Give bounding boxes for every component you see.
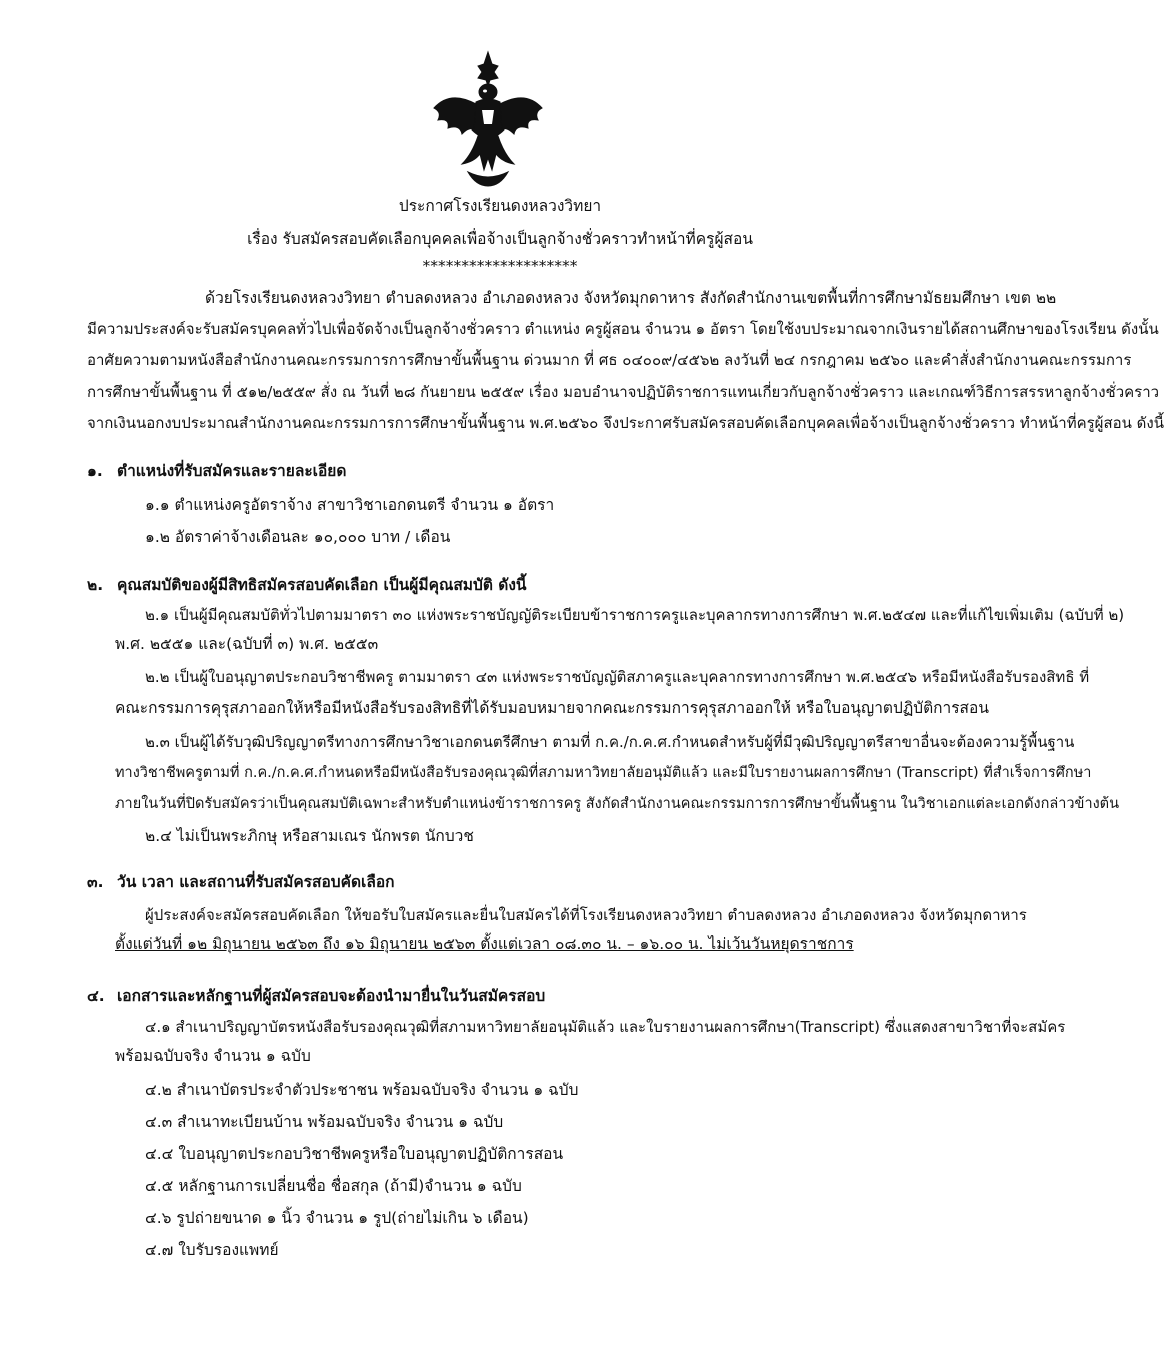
section-3-number: ๓.	[87, 873, 104, 891]
intro-line-3: อาศัยความตามหนังสือสำนักงานคณะกรรมการการศึกษาขั้นพื้นฐาน ด่วนมาก ที่ ศธ ๐๔๐๐๙/๔๕๖๒ ลงวันที่ ๒๔ กรกฎาคม ๒๕๖๐ และคำสั่งสำนักงานคณะกรรมการ	[87, 351, 1132, 369]
section-1-title: ตำแหน่งที่รับสมัครและรายละเอียด	[117, 462, 347, 480]
section-4-heading	[87, 985, 545, 1007]
section-2-heading	[87, 574, 527, 596]
section-3-date-range: ตั้งแต่วันที่ ๑๒ มิถุนายน ๒๕๖๓ ถึง ๑๖ มิถุนายน ๒๕๖๓ ตั้งแต่เวลา ๐๘.๓๐ น. – ๑๖.๐๐ น. ไม่เว้นวันหยุดราชการ	[115, 935, 854, 953]
section-2-line-2: พ.ศ. ๒๕๕๑ และ(ฉบับที่ ๓) พ.ศ. ๒๕๕๓	[115, 635, 379, 653]
section-2-line-4: คณะกรรมการคุรุสภาออกให้หรือมีหนังสือรับรองสิทธิที่ได้รับมอบหมายจากคณะกรรมการคุรุสภาออกให้ หรือใบอนุญาตปฏิบัติการสอน	[115, 699, 989, 717]
section-2-title: คุณสมบัติของผู้มีสิทธิสมัครสอบคัดเลือก เป็นผู้มีคุณสมบัติ ดังนี้	[117, 576, 527, 594]
intro-line-2: มีความประสงค์จะรับสมัครบุคคลทั่วไปเพื่อจัดจ้างเป็นลูกจ้างชั่วคราว ตำแหน่ง ครูผู้สอน จำนวน ๑ อัตรา โดยใช้งบประมาณจากเงินรายได้สถานศึกษาของโรงเรียน ดังนั้น	[87, 320, 1159, 338]
intro-line-4: การศึกษาขั้นพื้นฐาน ที่ ๕๑๒/๒๕๕๙ สั่ง ณ วันที่ ๒๘ กันยายน ๒๕๕๙ เรื่อง มอบอำนาจปฏิบัติราชการแทนเกี่ยวกับลูกจ้างชั่วคราว และเกณฑ์วิธีการสรรหาลูกจ้างชั่วคราว	[87, 383, 1160, 401]
section-4-line-4: ๔.๓ สำเนาทะเบียนบ้าน พร้อมฉบับจริง จำนวน ๑ ฉบับ	[145, 1113, 504, 1131]
section-3-title: วัน เวลา และสถานที่รับสมัครสอบคัดเลือก	[117, 873, 395, 891]
section-2-line-3: ๒.๒ เป็นผู้ใบอนุญาตประกอบวิชาชีพครู ตามมาตรา ๔๓ แห่งพระราชบัญญัติสภาครูและบุคลากรทางการศึกษา พ.ศ.๒๕๔๖ หรือมีหนังสือรับรองสิทธิ ที่	[145, 668, 1090, 686]
stars-divider: ********************	[422, 257, 578, 275]
announcement-org-line: ประกาศโรงเรียนดงหลวงวิทยา	[398, 197, 602, 215]
section-2-line-6: ทางวิชาชีพครูตามที่ ก.ค./ก.ค.ศ.กำหนดหรือมีหนังสือรับรองคุณวุฒิที่สภามหาวิทยาลัยอนุมัติแล้ว และมีใบรายงานผลการศึกษา (Transcript) ที่สำเร็จการศึกษา	[115, 765, 1092, 781]
section-4-line-1: ๔.๑ สำเนาปริญญาบัตรหนังสือรับรองคุณวุฒิที่สภามหาวิทยาลัยอนุมัติแล้ว และใบรายงานผลการศึกษา(Transcript) ซึ่งแสดงสาขาวิชาที่จะสมัคร	[145, 1018, 1066, 1036]
section-4-title: เอกสารและหลักฐานที่ผู้สมัครสอบจะต้องนำมายื่นในวันสมัครสอบ	[117, 987, 546, 1005]
section-1-number: ๑.	[87, 462, 103, 480]
section-2-line-1: ๒.๑ เป็นผู้มีคุณสมบัติทั่วไปตามมาตรา ๓๐ แห่งพระราชบัญญัติระเบียบข้าราชการครูและบุคลากรทางการศึกษา พ.ศ.๒๕๔๗ และที่แก้ไขเพิ่มเติม (ฉบับที่ ๒)	[145, 606, 1125, 624]
section-3-line-1: ผู้ประสงค์จะสมัครสอบคัดเลือก ให้ขอรับใบสมัครและยื่นใบสมัครได้ที่โรงเรียนดงหลวงวิทยา ตำบลดงหลวง อำเภอดงหลวง จังหวัดมุกดาหาร	[145, 906, 1027, 924]
section-1-heading	[87, 460, 346, 482]
intro-line-1: ด้วยโรงเรียนดงหลวงวิทยา ตำบลดงหลวง อำเภอดงหลวง จังหวัดมุกดาหาร สังกัดสำนักงานเขตพื้นที่การศึกษามัธยมศึกษา เขต ๒๒	[205, 289, 1057, 307]
section-4-line-6: ๔.๕ หลักฐานการเปลี่ยนชื่อ ชื่อสกุล (ถ้ามี)จำนวน ๑ ฉบับ	[145, 1177, 522, 1195]
section-4-line-5: ๔.๔ ใบอนุญาตประกอบวิชาชีพครูหรือใบอนุญาตปฏิบัติการสอน	[145, 1145, 564, 1163]
intro-line-5: จากเงินนอกงบประมาณสำนักงานคณะกรรมการการศึกษาขั้นพื้นฐาน พ.ศ.๒๕๖๐ จึงประกาศรับสมัครสอบคัดเลือกบุคคลเพื่อจ้างเป็นลูกจ้างชั่วคราว ทำหน้าที่ครูผู้สอน ดังนี้	[87, 414, 1164, 432]
announcement-subject-line: เรื่อง รับสมัครสอบคัดเลือกบุคคลเพื่อจ้างเป็นลูกจ้างชั่วคราวทำหน้าที่ครูผู้สอน	[247, 230, 753, 248]
section-1-item-2: ๑.๒ อัตราค่าจ้างเดือนละ ๑๐,๐๐๐ บาท / เดือน	[145, 528, 451, 546]
section-4-line-3: ๔.๒ สำเนาบัตรประจำตัวประชาชน พร้อมฉบับจริง จำนวน ๑ ฉบับ	[145, 1081, 579, 1099]
section-3-heading	[87, 871, 395, 893]
section-4-line-8: ๔.๗ ใบรับรองแพทย์	[145, 1241, 279, 1259]
section-2-line-5: ๒.๓ เป็นผู้ได้รับวุฒิปริญญาตรีทางการศึกษาวิชาเอกดนตรีศึกษา ตามที่ ก.ค./ก.ค.ศ.กำหนดสำหรับผู้ที่มีวุฒิปริญญาตรีสาขาอื่นจะต้องความรู้พื้นฐาน	[145, 733, 1075, 751]
garuda-emblem-icon	[428, 50, 548, 190]
section-2-number: ๒.	[87, 576, 104, 594]
section-4-line-2: พร้อมฉบับจริง จำนวน ๑ ฉบับ	[115, 1047, 311, 1065]
section-1-item-1: ๑.๑ ตำแหน่งครูอัตราจ้าง สาขาวิชาเอกดนตรี จำนวน ๑ อัตรา	[145, 496, 555, 514]
section-4-number: ๔.	[87, 987, 105, 1005]
section-2-line-8: ๒.๔ ไม่เป็นพระภิกษุ หรือสามเณร นักพรต นักบวช	[145, 827, 474, 845]
section-2-line-7: ภายในวันที่ปิดรับสมัครว่าเป็นคุณสมบัติเฉพาะสำหรับตำแหน่งข้าราชการครู สังกัดสำนักงานคณะกรรมการการศึกษาขั้นพื้นฐาน ในวิชาเอกแต่ละเอกดังกล่าวข้างต้น	[115, 796, 1120, 812]
section-4-line-7: ๔.๖ รูปถ่ายขนาด ๑ นิ้ว จำนวน ๑ รูป(ถ่ายไม่เกิน ๖ เดือน)	[145, 1209, 529, 1227]
